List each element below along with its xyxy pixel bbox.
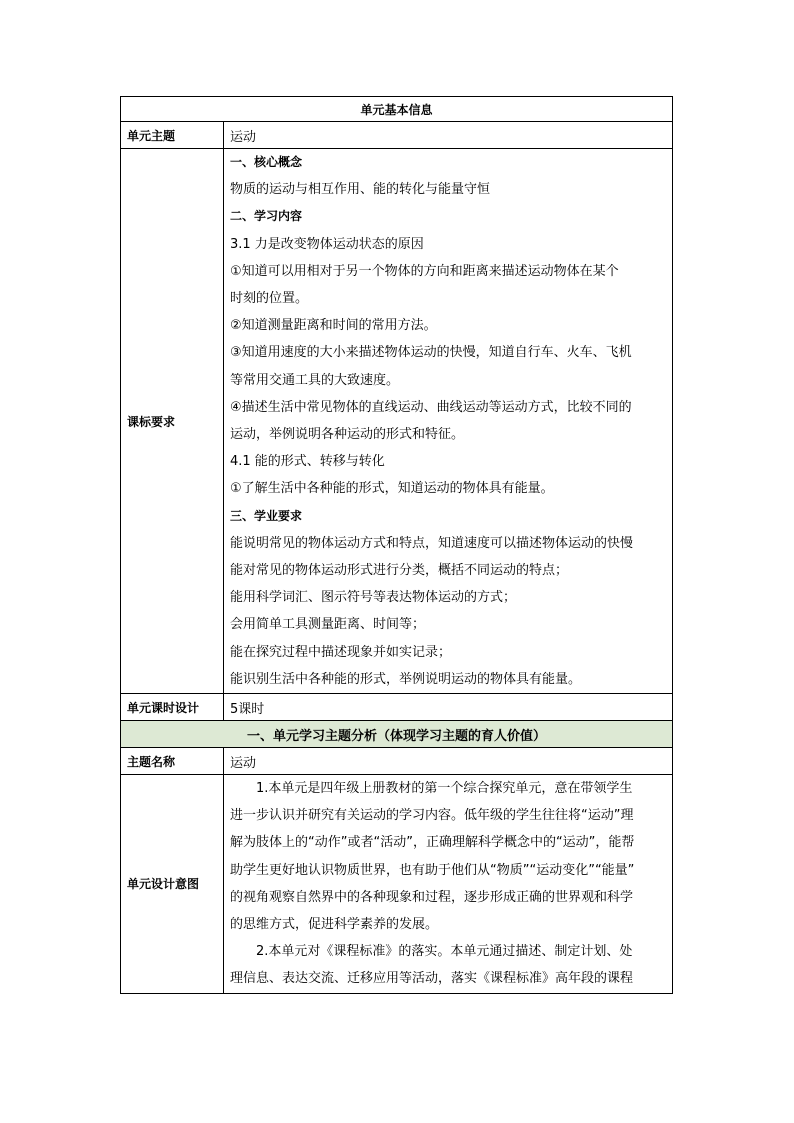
design-intent-line: 理信息、表达交流、迁移应用等活动，落实《课程标准》高年段的课程 <box>230 971 634 987</box>
standards-line: 能用科学词汇、图示符号等表达物体运动的方式； <box>230 590 517 606</box>
topic-name-row <box>121 748 673 775</box>
design-intent-row <box>121 775 673 994</box>
standards-line: 会用简单工具测量距离、时间等； <box>230 617 426 633</box>
design-intent-line: 的思维方式，促进科学素养的发展。 <box>230 917 439 933</box>
standards-line: 运动，举例说明各种运动的形式和特征。 <box>230 427 465 443</box>
design-intent-line: 助学生更好地认识物质世界，也有助于他们从“物质”“运动变化”“能量” <box>230 862 635 878</box>
standards-line: 能对常见的物体运动形式进行分类，概括不同运动的特点； <box>230 563 569 579</box>
design-intent-line: 的视角观察自然界中的各种现象和过程，逐步形成正确的世界观和科学 <box>230 889 634 905</box>
standards-label: 课标要求 <box>121 149 224 694</box>
design-intent-line: 1.本单元是四年级上册教材的第一个综合探究单元，意在带领学生 <box>256 781 633 797</box>
design-intent-line: 2.本单元对《课程标准》的落实。本单元通过描述、制定计划、处 <box>256 944 633 960</box>
standards-line: 物质的运动与相互作用、能的转化与能量守恒 <box>230 182 491 198</box>
standards-content <box>224 149 673 694</box>
standards-line: 时刻的位置。 <box>230 291 309 307</box>
design-intent-content <box>224 775 673 994</box>
unit-theme-label: 单元主题 <box>121 122 224 149</box>
section-one-title: 一、单元学习主题分析（体现学习主题的育人价值） <box>121 721 673 748</box>
unit-theme-value: 运动 <box>224 122 673 149</box>
standards-line: 能识别生活中各种能的形式，举例说明运动的物体具有能量。 <box>230 671 582 687</box>
standards-line: 4.1 能的形式、转移与转化 <box>230 454 385 470</box>
lesson-design-row <box>121 694 673 721</box>
topic-name-value: 运动 <box>224 748 673 775</box>
standards-line: 3.1 力是改变物体运动状态的原因 <box>230 236 424 252</box>
standards-line: 能在探究过程中描述现象并如实记录； <box>230 644 452 660</box>
standards-line: ①知道可以用相对于另一个物体的方向和距离来描述运动物体在某个 <box>230 263 619 279</box>
design-intent-label: 单元设计意图 <box>121 775 224 994</box>
standards-line: 三、学业要求 <box>230 508 303 523</box>
design-intent-line: 解为肢体上的“动作”或者“活动”，正确理解科学概念中的“运动”，能帮 <box>230 835 635 851</box>
unit-theme-row <box>121 122 673 149</box>
standards-line: ③知道用速度的大小来描述物体运动的快慢，知道自行车、火车、飞机 <box>230 345 632 361</box>
standards-line: ②知道测量距离和时间的常用方法。 <box>230 318 437 334</box>
standards-line: 能说明常见的物体运动方式和特点，知道速度可以描述物体运动的快慢 <box>230 535 634 551</box>
header-row <box>121 97 673 122</box>
section-one-row <box>121 721 673 748</box>
standards-line: ①了解生活中各种能的形式，知道运动的物体具有能量。 <box>230 481 554 497</box>
lesson-design-label: 单元课时设计 <box>121 694 224 721</box>
design-intent-line: 进一步认识并研究有关运动的学习内容。低年级的学生往往将“运动”理 <box>230 808 634 824</box>
standards-line: 二、学习内容 <box>230 209 303 224</box>
standards-line: 一、核心概念 <box>230 155 303 169</box>
topic-name-label: 主题名称 <box>121 748 224 775</box>
lesson-design-value: 5课时 <box>224 694 673 721</box>
standards-line: ④描述生活中常见物体的直线运动、曲线运动等运动方式，比较不同的 <box>230 399 632 415</box>
standards-line: 等常用交通工具的大致速度。 <box>230 372 400 388</box>
standards-row <box>121 149 673 694</box>
unit-info-table <box>120 96 673 994</box>
table-title: 单元基本信息 <box>121 97 673 122</box>
